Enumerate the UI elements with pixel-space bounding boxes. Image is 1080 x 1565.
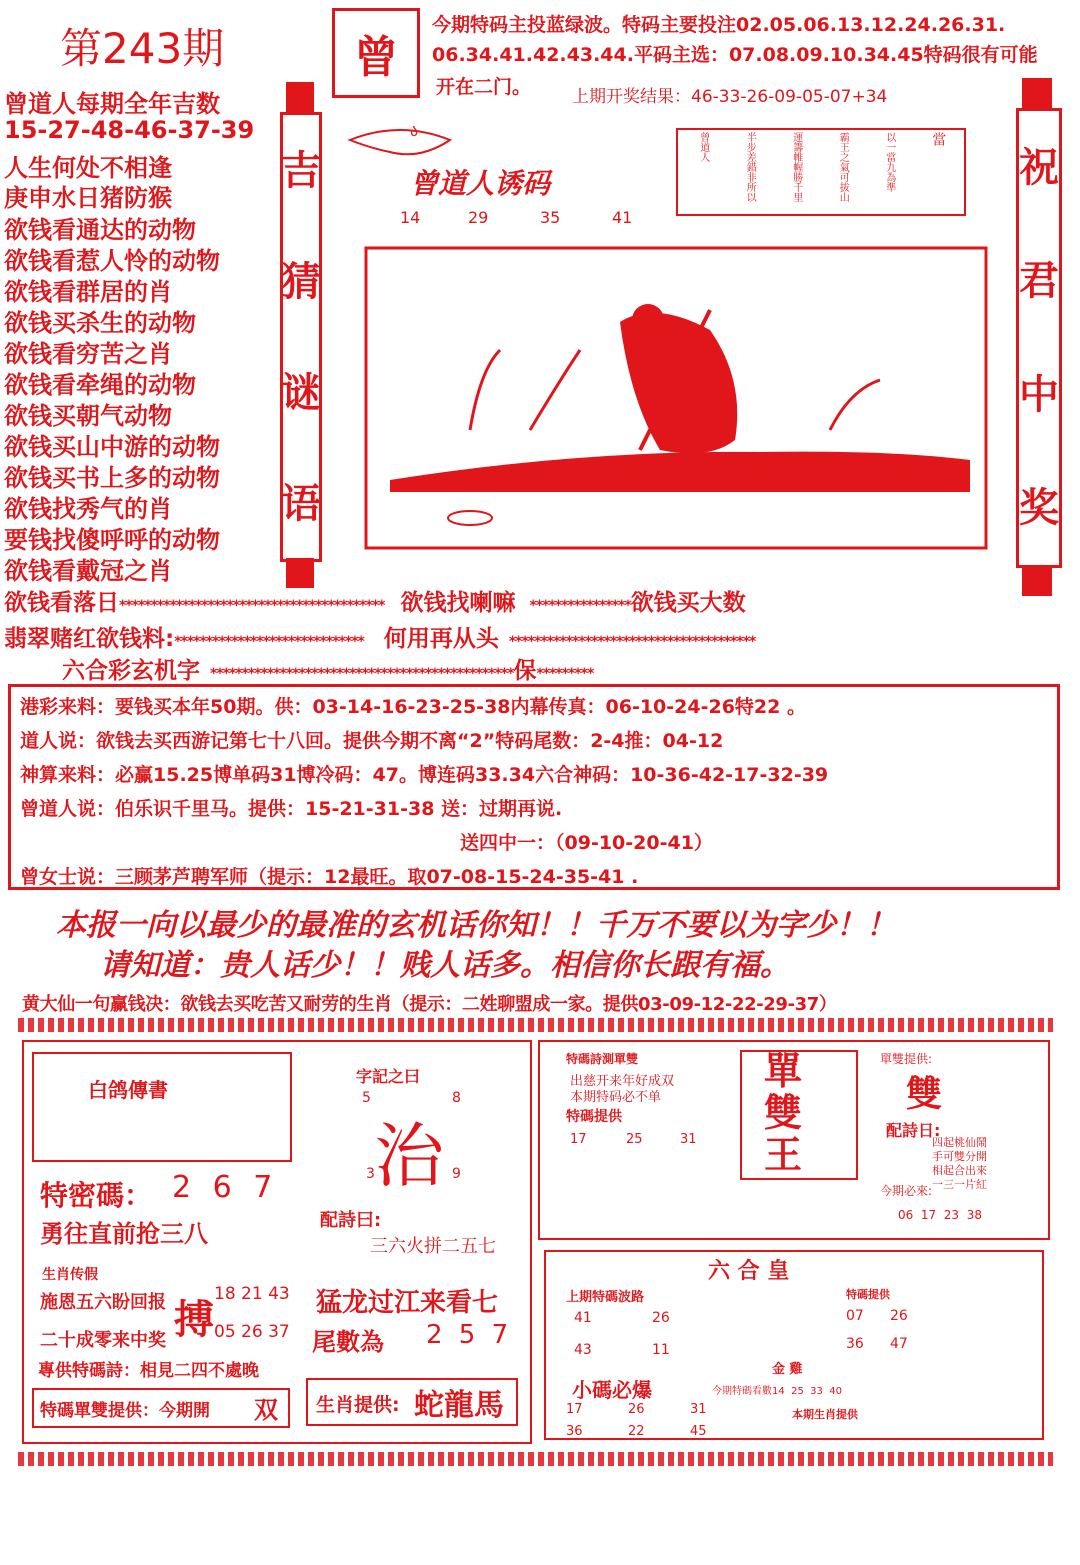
zi-num-3: 3 xyxy=(366,1166,375,1182)
star-line-1-mid: 欲钱找喇嘛 xyxy=(400,590,516,616)
seal-logo xyxy=(332,8,420,98)
menglong-line: 猛龙过江来看七 xyxy=(316,1288,499,1318)
lucky-number: 29 xyxy=(468,208,489,227)
xiao-label: 小碼必爆 xyxy=(572,1378,652,1402)
zi-big-char: 治 xyxy=(374,1115,444,1197)
danshuang-king-char: 王 xyxy=(764,1133,803,1177)
star-filler: ****************************** xyxy=(174,634,364,650)
danshuang-king-char: 單 xyxy=(764,1049,803,1093)
left-list-item: 人生何处不相逢 xyxy=(4,154,172,182)
poem-columns xyxy=(680,132,964,214)
pei-label: 配詩曰: xyxy=(320,1210,382,1231)
br-side-poem-line: 相起合出來 xyxy=(932,1164,987,1177)
white-pigeon-box xyxy=(32,1052,292,1162)
star-filler: **************** xyxy=(529,598,631,614)
star-filler: ****************************************** xyxy=(119,598,385,614)
left-list-item: 庚申水日猪防猴 xyxy=(4,184,172,212)
tema-tigong-num: 47 xyxy=(890,1336,908,1352)
br-top-num: 31 xyxy=(680,1132,697,1147)
br-side-nums: 06 17 23 38 xyxy=(898,1208,982,1222)
br-side-poem xyxy=(932,1136,987,1192)
poem-col: 運籌帷幄勝千里 xyxy=(790,132,802,202)
center-panel-title: 曾道人诱码 xyxy=(410,167,551,200)
shengxiao-label: 生肖传假 xyxy=(42,1267,98,1283)
slogan-2: 请知道：贵人话少！！贱人话多。相信你长跟有福。 xyxy=(100,948,790,983)
bo-char: 搏 xyxy=(174,1297,214,1343)
scroll-left-char: 语 xyxy=(281,480,321,527)
sx-value: 蛇龍馬 xyxy=(414,1388,504,1423)
br-side-poem-line: 手可雙分開 xyxy=(932,1150,987,1163)
scroll-right xyxy=(1016,108,1062,568)
line-b: 二十成零来中奖 xyxy=(40,1330,166,1351)
info-row: 神算来料：必赢15.25博单码31博冷码：47。博连码33.34六合神码：10-36-42-17-32-39 xyxy=(20,764,829,786)
star-line-2-left: 翡翠赌红欲钱料: xyxy=(4,626,175,652)
scroll-left-char: 猜 xyxy=(281,258,321,305)
br-top-line2: 本期特码必不单 xyxy=(570,1090,662,1105)
seal-glyph: 曾 xyxy=(354,32,398,83)
danshuang-label: 特碼單雙提供：今期開 xyxy=(40,1401,210,1421)
danshuang-king xyxy=(764,1050,802,1176)
decor-border-top xyxy=(18,1018,1053,1032)
scroll-right-char: 中 xyxy=(1019,371,1059,418)
star-line-3 xyxy=(62,652,593,685)
header-line-3: 开在二门。 xyxy=(436,76,532,98)
tema-value: 2 6 7 xyxy=(172,1170,279,1205)
slogan-1: 本报一向以最少的最准的玄机话你知！！千万不要以为字少！！ xyxy=(56,908,896,943)
left-list-item: 欲钱看通达的动物 xyxy=(4,216,196,244)
scroll-right-char: 祝 xyxy=(1019,144,1059,191)
poem-col: 當 xyxy=(930,132,947,146)
star-line-2 xyxy=(4,620,755,653)
info-row: 曾道人说：伯乐识千里马。提供：15-21-31-38 送：过期再说. xyxy=(20,798,563,820)
bo-nums-2: 05 26 37 xyxy=(214,1322,290,1342)
pei-text: 三六火拼二五七 xyxy=(370,1236,496,1257)
left-list-item: 15-27-48-46-37-39 xyxy=(4,116,255,144)
tema-tigong-num: 26 xyxy=(890,1308,908,1324)
scroll-left-top-knob xyxy=(286,82,314,114)
zi-num-5: 5 xyxy=(362,1090,371,1106)
scroll-right-char: 君 xyxy=(1019,258,1059,305)
header-line-1: 今期特码主投蓝绿波。特码主要投注02.05.06.13.12.24.26.31. xyxy=(432,14,1006,36)
left-list-item: 欲钱看群居的肖 xyxy=(4,278,172,306)
sx-label: 生肖提供: xyxy=(316,1394,400,1416)
star-line-1-right: 欲钱买大数 xyxy=(630,590,746,616)
star-line-1 xyxy=(4,584,746,617)
left-list-item: 欲钱看牵绳的动物 xyxy=(4,371,196,399)
line-a: 施恩五六盼回报 xyxy=(40,1292,166,1313)
wave-num: 26 xyxy=(652,1310,670,1326)
br-side-title: 單雙提供: xyxy=(880,1052,933,1066)
xiao-num: 26 xyxy=(628,1402,645,1417)
star-line-3-right: 保 xyxy=(513,658,537,684)
tema-tigong-num: 07 xyxy=(846,1308,864,1324)
star-line-2-mid: 何用再从头 xyxy=(383,626,499,652)
star-line-1-left: 欲钱看落日 xyxy=(4,590,119,616)
issue-label: 第243期 xyxy=(60,24,225,73)
white-pigeon-title: 白鸽傳書 xyxy=(88,1078,168,1102)
poem-col: 霸王之氣可拔山 xyxy=(837,132,849,202)
br-top-num: 17 xyxy=(570,1132,587,1147)
zi-num-9: 9 xyxy=(452,1166,461,1182)
scroll-right-top-knob xyxy=(1022,78,1052,110)
tema-label: 特密碼： xyxy=(40,1179,153,1212)
tema-poem: 專供特碼詩：相見二四不處晚 xyxy=(38,1361,259,1381)
star-filler: *************************************** xyxy=(508,634,756,650)
xiao-num: 36 xyxy=(566,1424,583,1439)
left-list-item: 欲钱看惹人怜的动物 xyxy=(4,247,220,275)
yongwang-line: 勇往直前抢三八 xyxy=(40,1220,208,1248)
left-list-item: 欲钱买书上多的动物 xyxy=(4,464,220,492)
left-list-item: 欲钱看戴冠之肖 xyxy=(4,557,172,585)
lucky-number: 35 xyxy=(540,208,561,227)
scroll-right-bottom-knob xyxy=(1022,566,1052,596)
left-list-item: 要钱找傻呼呼的动物 xyxy=(4,526,220,554)
lucky-number: 14 xyxy=(400,208,421,227)
xiao-num: 45 xyxy=(690,1424,707,1439)
zi-num-8: 8 xyxy=(452,1090,461,1106)
br-top-title: 特碼詩測單雙 xyxy=(566,1052,639,1066)
br-side-poem-line: 一三一片紅 xyxy=(932,1178,987,1191)
weishu-value: 2 5 7 xyxy=(426,1320,513,1350)
wave-num: 43 xyxy=(574,1342,592,1358)
scroll-left-char: 吉 xyxy=(281,147,321,194)
star-filler: ************************************************ xyxy=(210,666,514,682)
lucky-number: 41 xyxy=(612,208,633,227)
info-center-row: 送四中一：（09-10-20-41） xyxy=(460,832,713,854)
weishu-label: 尾數為 xyxy=(312,1328,384,1356)
tema-tigong-num: 36 xyxy=(846,1336,864,1352)
danshuang-king-char: 雙 xyxy=(764,1091,803,1135)
liuhe-title: 六 合 皇 xyxy=(708,1259,790,1284)
scroll-right-char: 奖 xyxy=(1019,485,1059,532)
left-list xyxy=(4,84,274,585)
header-line-2: 06.34.41.42.43.44.平码主选：07.08.09.10.34.45特码很有可能 xyxy=(432,44,1038,66)
poem-col: 半步差錯非所以 xyxy=(744,132,756,202)
danshuang-value: 双 xyxy=(254,1396,278,1424)
left-list-item: 欲钱看穷苦之肖 xyxy=(4,340,172,368)
info-last-row: 曾女士说：三顾茅芦聘军师（提示：12最旺。取07-08-15-24-35-41 . xyxy=(20,866,639,888)
left-list-item: 欲钱找秀气的肖 xyxy=(4,495,172,523)
left-list-item: 曾道人每期全年吉数 xyxy=(4,90,220,118)
star-line-3-left: 六合彩玄机字 xyxy=(62,658,200,684)
wave-num: 41 xyxy=(574,1310,592,1326)
zi-header: 字記之曰 xyxy=(356,1067,421,1086)
br-side-pei: 配詩日: xyxy=(886,1121,941,1140)
hot-line: 今期特碼看數14 25 33 40 xyxy=(712,1386,842,1397)
left-list-item: 欲钱买朝气动物 xyxy=(4,402,172,430)
last-result: 上期开奖结果：46-33-26-09-05-07+34 xyxy=(572,87,888,107)
br-side-char: 雙 xyxy=(906,1074,943,1115)
jin-label: 金 雞 xyxy=(772,1362,803,1377)
scroll-left xyxy=(280,112,322,562)
sx-provide-label: 本期生肖提供 xyxy=(792,1408,858,1421)
scroll-left-char: 谜 xyxy=(281,369,321,416)
poem-col: 以一當九為準 xyxy=(883,132,895,192)
star-filler: ********* xyxy=(536,666,594,682)
br-side-tail: 今期必來: xyxy=(880,1184,933,1198)
wave-num: 11 xyxy=(652,1342,670,1358)
br-top-line1: 出慈开来年好成双 xyxy=(570,1074,675,1089)
huang-line: 黄大仙一句赢钱决：欲钱去买吃苦又耐劳的生肖（提示：二姓聊盟成一家。提供03-09-12-22-29-37） xyxy=(22,994,837,1015)
tema-tigong-label: 特碼提供 xyxy=(846,1288,890,1301)
xiao-num: 22 xyxy=(628,1424,645,1439)
br-side-poem-line: 四起桃仙鬧 xyxy=(932,1136,987,1149)
poem-col: 曾道人 xyxy=(697,132,709,162)
info-row: 港彩来料：要钱买本年50期。供：03-14-16-23-25-38内幕传真：06-10-24-26特22 。 xyxy=(20,696,806,718)
info-box-rows xyxy=(20,690,1050,894)
svg-text:ა: ა xyxy=(410,121,419,140)
last-wave-label: 上期特碼波路 xyxy=(566,1290,645,1305)
bo-nums-1: 18 21 43 xyxy=(214,1284,290,1304)
xiao-num: 31 xyxy=(690,1402,707,1417)
br-tema-provide: 特碼提供 xyxy=(566,1109,622,1125)
xiao-num: 17 xyxy=(566,1402,583,1417)
br-top-num: 25 xyxy=(626,1132,643,1147)
decor-border-bottom xyxy=(18,1452,1053,1466)
left-list-item: 欲钱买杀生的动物 xyxy=(4,309,196,337)
left-list-item: 欲钱买山中游的动物 xyxy=(4,433,220,461)
info-row: 道人说：欲钱去买西游记第七十八回。提供今期不离“2”特码尾数：2-4推：04-12 xyxy=(20,730,724,752)
